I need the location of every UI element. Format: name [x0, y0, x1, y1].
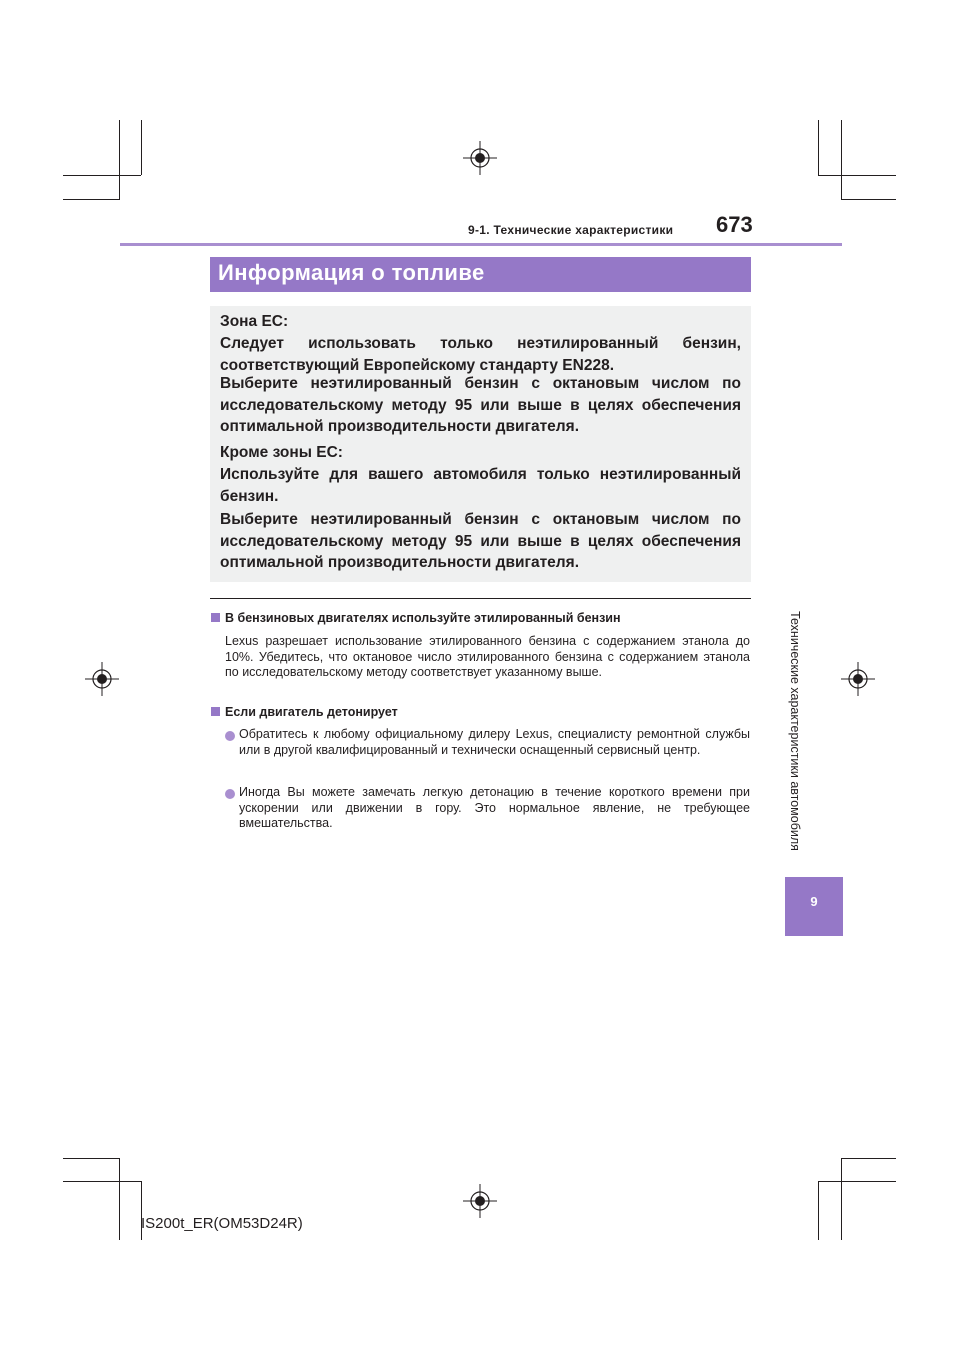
registration-mark-icon [841, 662, 875, 696]
registration-mark-icon [85, 662, 119, 696]
square-bullet-icon [211, 613, 220, 622]
crop-mark [63, 199, 120, 200]
crop-mark [841, 1158, 896, 1159]
registration-mark-icon [463, 1184, 497, 1218]
note-body: Lexus разрешает использование этилированного бензина с содержанием этанола до 10%. Убедитесь, что октановое число этилированного бензина с содержанием этанола по исследовательскому методу соответствует указанному выше. [225, 634, 750, 679]
crop-mark [841, 199, 896, 200]
note-heading-text: В бензиновых двигателях используйте этилированный бензин [225, 611, 621, 625]
info-paragraph: Зона ЕС: [220, 313, 289, 330]
bullet-text: Иногда Вы можете замечать легкую детонацию в течение короткого времени при ускорении или движении в гору. Это нормальное явление, не требующее вмешательства. [239, 785, 750, 830]
crop-mark [841, 120, 842, 200]
title-bar [210, 257, 751, 292]
info-paragraph: Кроме зоны ЕС: [220, 444, 343, 461]
note-heading-text: Если двигатель детонирует [225, 705, 398, 719]
crop-mark [818, 1181, 819, 1240]
crop-mark [141, 120, 142, 175]
fuel-info-box [210, 306, 751, 582]
crop-mark [119, 120, 120, 200]
document-code: IS200t_ER(OM53D24R) [141, 1215, 303, 1232]
crop-mark [63, 1158, 120, 1159]
crop-mark [841, 1158, 842, 1240]
chapter-number: 9 [810, 894, 818, 909]
section-header: 9-1. Технические характеристики [468, 223, 674, 237]
chapter-side-label [788, 597, 802, 865]
info-paragraph: Выберите неэтилированный бензин с октановым числом по исследовательскому методу 95 или выше в целях обеспечения оптимальной производительности двигателя. [220, 375, 741, 435]
circle-bullet-icon [225, 789, 235, 799]
header-rule [120, 243, 842, 246]
info-paragraph: Следует использовать только неэтилированный бензин, соответствующий Европейскому стандарту EN228. [220, 335, 741, 374]
crop-mark [818, 120, 819, 175]
chapter-tab [785, 877, 843, 936]
note-heading [211, 611, 621, 625]
info-paragraph: Выберите неэтилированный бензин с октановым числом по исследовательскому методу 95 или выше в целях обеспечения оптимальной производительности двигателя. [220, 511, 741, 571]
registration-mark-icon [463, 141, 497, 175]
page-title: Информация о топливе [218, 260, 485, 285]
crop-mark [119, 1158, 120, 1240]
circle-bullet-icon [225, 731, 235, 741]
divider [210, 598, 751, 599]
bullet-text: Обратитесь к любому официальному дилеру Lexus, специалисту ремонтной службы или в другой квалифицированный и технически оснащенный сервисный центр. [239, 727, 750, 757]
crop-mark [63, 175, 141, 176]
info-paragraph: Используйте для вашего автомобиля только неэтилированный бензин. [220, 466, 741, 505]
page-number: 673 [716, 212, 753, 237]
crop-mark [818, 1181, 896, 1182]
note-heading [211, 705, 398, 719]
crop-mark [63, 1181, 141, 1182]
side-label-text: Технические характеристики автомобиля [788, 611, 802, 851]
square-bullet-icon [211, 707, 220, 716]
crop-mark [818, 175, 896, 176]
